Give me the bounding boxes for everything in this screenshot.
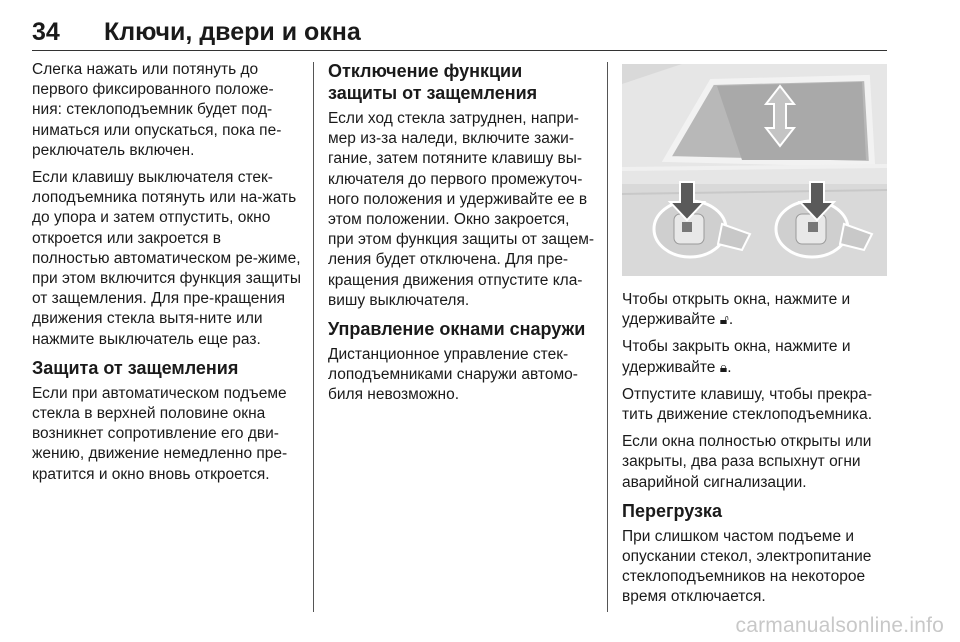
paragraph: Если при автоматическом подъеме стекла в верхней половине окна возникнет сопротивление его дви-жению, движение немедленно пре-кратится и окно вновь откроется. xyxy=(32,384,288,483)
paragraph-text: Чтобы открыть окна, нажмите и удерживайте xyxy=(622,291,851,329)
paragraph: Чтобы закрыть окна, нажмите и удерживайте 🔒︎. xyxy=(622,338,851,376)
column-3 xyxy=(622,290,890,615)
section-heading: Отключение функции защиты от защемления xyxy=(328,61,538,103)
watermark: carmanualsonline.info xyxy=(735,614,944,637)
header-rule xyxy=(32,50,887,51)
unlock-icon: 🔓︎ xyxy=(719,312,729,329)
column-2 xyxy=(328,60,596,413)
lock-icon: 🔒︎ xyxy=(719,359,728,376)
page-number: 34 xyxy=(32,18,60,46)
section-heading: Защита от защемления xyxy=(32,357,239,378)
paragraph: Слегка нажать или потянуть до первого фиксированного положе-ния: стеклоподъемник будет под-ниматься или опускаться, пока пе-реключатель включен. xyxy=(32,61,282,159)
illustration-svg xyxy=(622,64,887,276)
page-header xyxy=(32,14,887,54)
column-1 xyxy=(32,60,302,492)
car-window-illustration xyxy=(622,64,887,276)
column-divider xyxy=(607,62,608,612)
paragraph: Если окна полностью открыты или закрыты, два раза вспыхнут огни аварийной сигнализации. xyxy=(622,433,872,491)
paragraph: Отпустите клавишу, чтобы прекра-тить движение стеклоподъемника. xyxy=(622,385,873,424)
paragraph: При слишком частом подъеме и опускании стекол, электропитание стеклоподъемников на некоторое время отключается. xyxy=(622,527,872,606)
paragraph: Если ход стекла затруднен, напри-мер из-за наледи, включите зажи-гание, затем потяните клавишу вы-ключателя до первого промежуточ-ного положения и удерживайте ее в этом положении. Окно закроется, при этом функция защиты от защем-ления будет отключена. Для пре-кращения движения отпустите кла-вишу выключателя. xyxy=(328,110,595,309)
paragraph-text: Чтобы закрыть окна, нажмите и удерживайте xyxy=(622,338,851,376)
paragraph: Чтобы открыть окна, нажмите и удерживайте 🔓︎. xyxy=(622,291,851,329)
section-heading: Перегрузка xyxy=(622,500,722,521)
page-title: Ключи, двери и окна xyxy=(104,18,361,46)
paragraph: Дистанционное управление стек-лоподъемниками снаружи автомо-биля невозможно. xyxy=(328,346,578,404)
section-heading: Управление окнами снаружи xyxy=(328,319,586,340)
paragraph: Если клавишу выключателя стек-лоподъемника потянуть или на-жать до упора и затем отпустить, окно откроется или закроется в полностью автоматическом ре-жиме, при этом включится функция защиты от защемления. Для пре-кращения движения стекла вытя-ните или нажмите выключатель еще раз. xyxy=(32,169,301,348)
column-divider xyxy=(313,62,314,612)
